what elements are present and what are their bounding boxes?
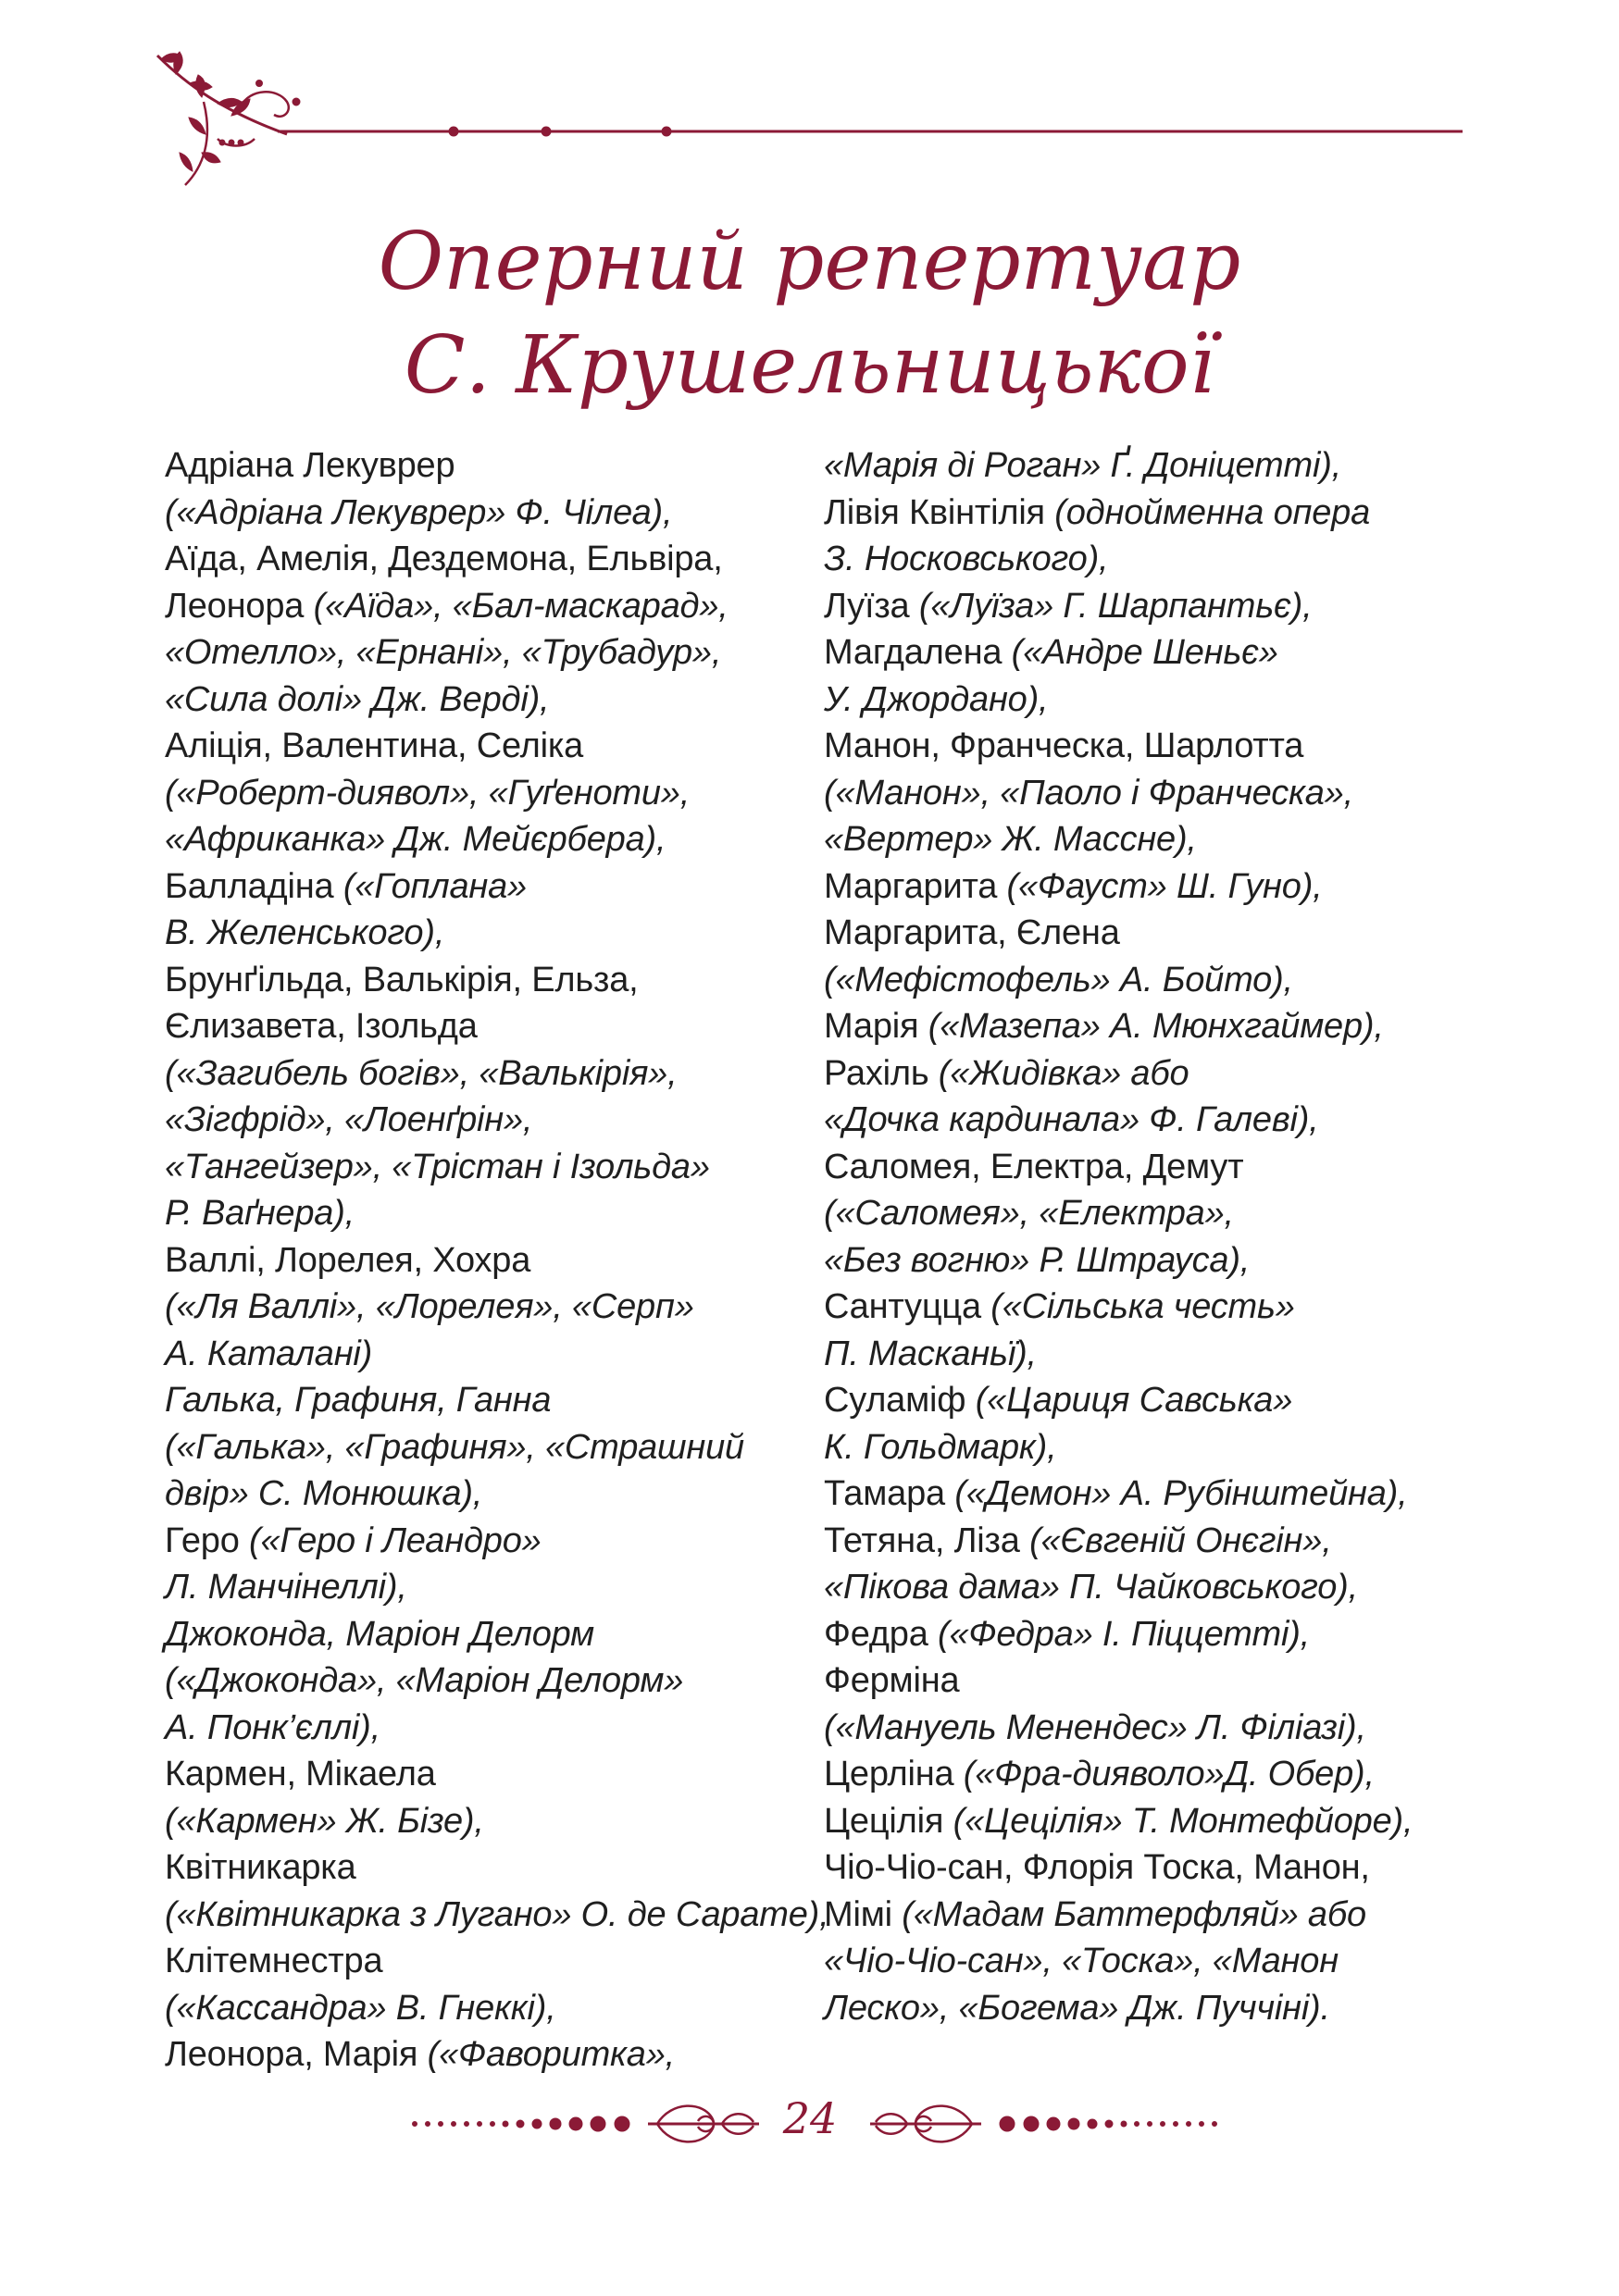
opera-reference-text: («Кармен» Ж. Бізе), bbox=[165, 1801, 484, 1841]
opera-reference-text: (однойменна опера bbox=[1054, 492, 1371, 532]
opera-reference-text: К. Гольдмарк), bbox=[824, 1427, 1057, 1467]
repertoire-line bbox=[824, 770, 1472, 817]
role-names-text: Ферміна bbox=[824, 1661, 960, 1700]
repertoire-line bbox=[824, 442, 1472, 490]
opera-reference-text: («Мефістофель» А. Бойто), bbox=[824, 960, 1293, 999]
role-names-text: Цецілія bbox=[824, 1801, 953, 1841]
repertoire-line bbox=[824, 1331, 1472, 1378]
repertoire-line bbox=[824, 1892, 1472, 1939]
role-names-text: Тамара bbox=[824, 1474, 955, 1513]
repertoire-line bbox=[165, 1985, 813, 2032]
role-names-text: Балладіна bbox=[165, 866, 343, 906]
role-names-text: Маргарита bbox=[824, 866, 1007, 906]
repertoire-line bbox=[165, 957, 813, 1004]
role-names-text: Адріана Лекуврер bbox=[165, 446, 455, 485]
repertoire-line bbox=[165, 2031, 813, 2079]
repertoire-line bbox=[165, 1471, 813, 1518]
repertoire-line bbox=[165, 1237, 813, 1285]
opera-reference-text: «Африканка» Дж. Мейєрбера), bbox=[165, 820, 666, 859]
repertoire-line bbox=[165, 1003, 813, 1050]
role-names-text: Брунґільда, Валькірія, Ельза, bbox=[165, 960, 639, 999]
role-names-text: Чіо-Чіо-сан, Флорія Тоска, Манон, bbox=[824, 1848, 1370, 1887]
repertoire-line bbox=[165, 1844, 813, 1892]
repertoire-line bbox=[165, 442, 813, 490]
opera-reference-text: («Джоконда», «Маріон Делорм» bbox=[165, 1661, 684, 1700]
role-names-text: Манон, Франческа, Шарлотта bbox=[824, 726, 1304, 765]
opera-reference-text: («Мануель Менендес» Л. Філіазі), bbox=[824, 1707, 1366, 1747]
role-names-text: Квітникарка bbox=[165, 1848, 356, 1887]
opera-reference-text: («Цецілія» Т. Монтефйоре), bbox=[953, 1801, 1414, 1841]
repertoire-line bbox=[824, 629, 1472, 676]
opera-reference-text: («Галька», «Графиня», «Страшний bbox=[165, 1427, 744, 1467]
opera-reference-text: («Манон», «Паоло і Франческа», bbox=[824, 773, 1353, 813]
opera-reference-text: («Квітникарка з Лугано» О. де Сарате), bbox=[165, 1894, 829, 1934]
repertoire-line bbox=[824, 1611, 1472, 1658]
page-title-line-2: С. Крушельницької bbox=[404, 319, 1215, 412]
repertoire-line bbox=[824, 1237, 1472, 1285]
opera-reference-text: «Без вогню» Р. Штрауса), bbox=[824, 1240, 1251, 1280]
opera-reference-text: («Адріана Лекуврер» Ф. Чілеа), bbox=[165, 492, 673, 532]
opera-reference-text: З. Носковського), bbox=[824, 540, 1109, 578]
opera-reference-text: П. Масканьї), bbox=[824, 1334, 1037, 1373]
repertoire-line bbox=[165, 490, 813, 537]
role-names-text: Леонора, Марія bbox=[165, 2035, 428, 2074]
repertoire-line bbox=[165, 1097, 813, 1144]
role-names-text: Єлизавета, Ізольда bbox=[165, 1007, 478, 1046]
opera-reference-text: «Сила долі» Дж. Верді), bbox=[165, 679, 550, 719]
repertoire-line bbox=[165, 1705, 813, 1752]
opera-reference-text: («Мадам Баттерфляй» або bbox=[902, 1894, 1366, 1934]
opera-reference-text: («Фра-дияволо»Д. Обер), bbox=[963, 1755, 1375, 1793]
repertoire-line bbox=[824, 1190, 1472, 1237]
opera-reference-text: («Федра» І. Піццетті), bbox=[938, 1614, 1311, 1654]
role-names-text: Маргарита, Єлена bbox=[824, 913, 1120, 952]
opera-reference-text: «Отелло», «Ернані», «Трубадур», bbox=[165, 633, 722, 672]
opera-reference-text: А. Понк’єллі), bbox=[165, 1707, 380, 1747]
opera-reference-text: «Марія ді Роган» Ґ. Доніцетті), bbox=[824, 446, 1342, 485]
repertoire-line bbox=[824, 1424, 1472, 1471]
repertoire-line bbox=[165, 1751, 813, 1798]
repertoire-line bbox=[824, 1705, 1472, 1752]
role-names-text: Аліція, Валентина, Селіка bbox=[165, 726, 584, 765]
opera-reference-text: «Пікова дама» П. Чайковського), bbox=[824, 1568, 1358, 1607]
opera-reference-text: «Зігфрід», «Лоенґрін», bbox=[165, 1100, 533, 1139]
opera-reference-text: «Вертер» Ж. Массне), bbox=[824, 820, 1197, 859]
repertoire-line bbox=[824, 536, 1472, 583]
opera-reference-text: («Андре Шеньє» bbox=[1011, 633, 1278, 672]
opera-reference-text: («Геро і Леандро» bbox=[249, 1520, 542, 1560]
role-names-text: Луїза bbox=[824, 586, 919, 626]
repertoire-line bbox=[824, 490, 1472, 537]
opera-reference-text: У. Джордано), bbox=[824, 679, 1049, 719]
repertoire-line bbox=[165, 1892, 829, 1939]
opera-reference-text: Галька, Графиня, Ганна bbox=[165, 1381, 552, 1420]
repertoire-line bbox=[165, 536, 813, 583]
repertoire-line bbox=[165, 816, 813, 863]
repertoire-line bbox=[824, 1844, 1472, 1892]
opera-reference-text: («Гоплана» bbox=[342, 866, 527, 906]
opera-reference-text: «Чіо-Чіо-сан», «Тоска», «Манон bbox=[824, 1942, 1339, 1980]
repertoire-line bbox=[824, 1751, 1472, 1798]
opera-reference-text: («Аїда», «Бал-маскарад», bbox=[313, 586, 729, 626]
repertoire-line bbox=[165, 1611, 813, 1658]
repertoire-line bbox=[165, 1424, 813, 1471]
repertoire-line bbox=[824, 1003, 1472, 1050]
role-names-text: Марія bbox=[824, 1007, 928, 1046]
role-names-text: Саломея, Електра, Демут bbox=[824, 1147, 1244, 1186]
role-names-text: Клітемнестра bbox=[165, 1942, 383, 1980]
opera-reference-text: («Фаворитка», bbox=[427, 2035, 675, 2074]
role-names-text: Тетяна, Ліза bbox=[824, 1520, 1030, 1560]
role-names-text: Аїда, Амелія, Дездемона, Ельвіра, bbox=[165, 540, 723, 578]
repertoire-line bbox=[165, 1798, 813, 1845]
repertoire-line bbox=[165, 1050, 813, 1098]
repertoire-line bbox=[165, 1284, 813, 1331]
role-names-text: Мімі bbox=[824, 1894, 903, 1934]
repertoire-line bbox=[824, 1471, 1472, 1518]
repertoire-column-left bbox=[165, 442, 829, 2079]
page-title-line-1: Оперний репертуар bbox=[378, 216, 1241, 308]
repertoire-line bbox=[824, 910, 1472, 957]
repertoire-line bbox=[824, 816, 1472, 863]
opera-reference-text: («Жидівка» або bbox=[938, 1053, 1189, 1093]
repertoire-line bbox=[165, 1564, 813, 1611]
role-names-text: Сантуцца bbox=[824, 1287, 991, 1326]
repertoire-line bbox=[165, 863, 813, 911]
repertoire-line bbox=[165, 1190, 813, 1237]
opera-reference-text: Джоконда, Маріон Делорм bbox=[165, 1614, 595, 1654]
role-names-text: Рахіль bbox=[824, 1053, 939, 1093]
repertoire-line bbox=[165, 1331, 813, 1378]
repertoire-line bbox=[165, 1518, 813, 1565]
repertoire-line bbox=[824, 1284, 1472, 1331]
opera-reference-text: Леско», «Богема» Дж. Пуччіні). bbox=[824, 1988, 1330, 2028]
repertoire-line bbox=[824, 1798, 1472, 1845]
opera-reference-text: («Саломея», «Електра», bbox=[824, 1194, 1234, 1233]
role-names-text: Кармен, Мікаела bbox=[165, 1755, 436, 1793]
opera-reference-text: («Цариця Савська» bbox=[975, 1381, 1293, 1420]
repertoire-line bbox=[824, 1518, 1472, 1565]
repertoire-line bbox=[165, 1144, 813, 1191]
repertoire-line bbox=[165, 910, 813, 957]
repertoire-line bbox=[165, 1657, 813, 1705]
role-names-text: Валлі, Лорелея, Хохра bbox=[165, 1240, 531, 1280]
role-names-text: Церліна bbox=[824, 1755, 964, 1793]
repertoire-line bbox=[824, 1938, 1472, 1985]
opera-reference-text: В. Желенського), bbox=[165, 913, 445, 952]
role-names-text: Магдалена bbox=[824, 633, 1012, 672]
opera-reference-text: («Євгеній Онєгін», bbox=[1029, 1520, 1332, 1560]
opera-reference-text: «Тангейзер», «Трістан і Ізольда» bbox=[165, 1147, 710, 1186]
repertoire-line bbox=[165, 676, 813, 724]
opera-reference-text: («Кассандра» В. Гнеккі), bbox=[165, 1988, 556, 2028]
opera-reference-text: («Роберт-диявол», «Гуґеноти», bbox=[165, 773, 691, 813]
repertoire-line bbox=[824, 1657, 1472, 1705]
repertoire-line bbox=[165, 723, 813, 770]
repertoire-line bbox=[824, 1564, 1472, 1611]
repertoire-line bbox=[824, 723, 1472, 770]
role-names-text: Лівія Квінтілія bbox=[824, 492, 1055, 532]
opera-reference-text: («Загибель богів», «Валькірія», bbox=[165, 1053, 678, 1093]
repertoire-line bbox=[824, 1144, 1472, 1191]
role-names-text: Суламіф bbox=[824, 1381, 976, 1420]
opera-reference-text: двір» С. Монюшка), bbox=[165, 1474, 483, 1513]
repertoire-line bbox=[824, 1097, 1472, 1144]
page-number: 24 bbox=[782, 2093, 838, 2143]
repertoire-line bbox=[824, 583, 1472, 630]
opera-reference-text: («Демон» А. Рубінштейна), bbox=[954, 1474, 1408, 1513]
repertoire-line bbox=[824, 1377, 1472, 1424]
repertoire-line bbox=[824, 1985, 1472, 2032]
opera-reference-text: А. Каталані) bbox=[165, 1334, 373, 1373]
repertoire-line bbox=[824, 1050, 1472, 1098]
header-floral-ornament bbox=[148, 46, 1463, 194]
repertoire-column-right bbox=[824, 442, 1472, 2031]
opera-reference-text: («Луїза» Г. Шарпантьє), bbox=[918, 586, 1313, 626]
opera-reference-text: («Фауст» Ш. Гуно), bbox=[1006, 866, 1323, 906]
role-names-text: Геро bbox=[165, 1520, 249, 1560]
repertoire-line bbox=[165, 583, 813, 630]
opera-reference-text: («Ля Валлі», «Лорелея», «Серп» bbox=[165, 1287, 694, 1326]
repertoire-line bbox=[824, 957, 1472, 1004]
opera-reference-text: («Мазепа» А. Мюнхгаймер), bbox=[928, 1007, 1384, 1046]
opera-reference-text: Л. Манчінеллі), bbox=[165, 1568, 407, 1607]
opera-reference-text: Р. Ваґнера), bbox=[165, 1194, 355, 1233]
repertoire-line bbox=[165, 1377, 813, 1424]
opera-reference-text: («Сільська честь» bbox=[990, 1287, 1295, 1326]
repertoire-line bbox=[165, 1938, 813, 1985]
opera-reference-text: «Дочка кардинала» Ф. Галеві), bbox=[824, 1100, 1319, 1139]
role-names-text: Федра bbox=[824, 1614, 938, 1654]
role-names-text: Леонора bbox=[165, 586, 314, 626]
repertoire-line bbox=[824, 676, 1472, 724]
repertoire-line bbox=[165, 629, 813, 676]
repertoire-line bbox=[824, 863, 1472, 911]
repertoire-line bbox=[165, 770, 813, 817]
